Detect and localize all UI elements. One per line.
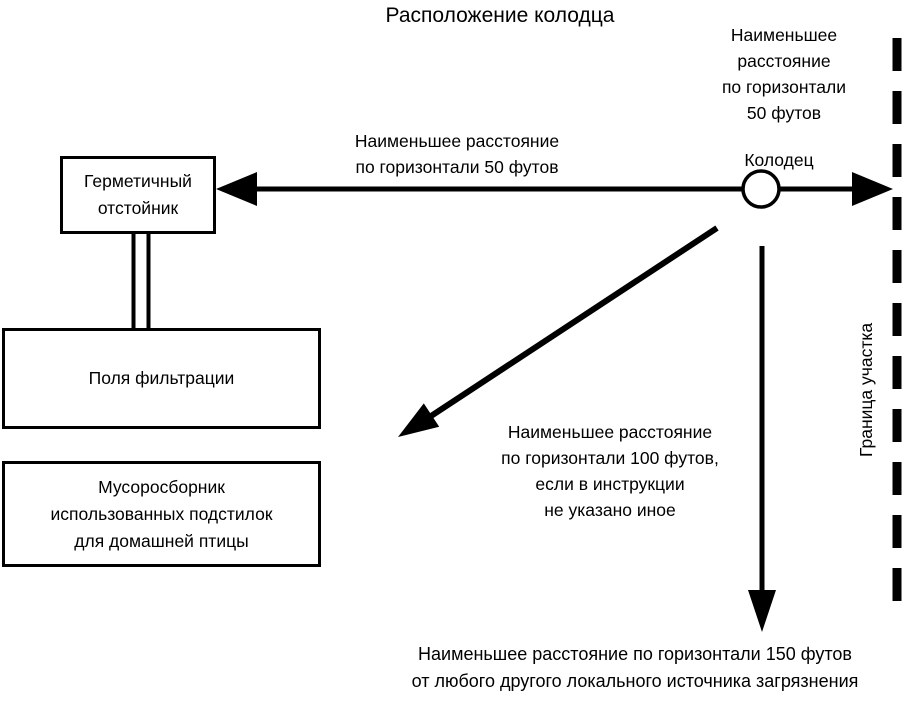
label-line: Наименьшее расстояние по горизонтали 150 футов xyxy=(418,644,852,664)
label-line: Наименьшее расстояние xyxy=(354,131,560,151)
diagonal-arrowhead-icon xyxy=(398,403,439,437)
left-arrowhead-icon xyxy=(216,172,257,206)
box-litter-collector xyxy=(2,461,321,567)
right-arrowhead-icon xyxy=(852,172,893,206)
label-well: Колодец xyxy=(744,150,814,170)
box-line: отстойник xyxy=(97,198,179,218)
label-line: по горизонтали 100 футов, xyxy=(501,448,719,468)
page-title: Расположение колодца xyxy=(385,4,615,27)
label-diagonal-100ft xyxy=(460,419,760,523)
well-circle-icon xyxy=(743,171,779,207)
label-line: не указано иное xyxy=(544,500,676,520)
box-line: Мусоросборник xyxy=(98,476,225,497)
vertical-arrowhead-icon xyxy=(748,590,776,632)
box-line: для домашней птицы xyxy=(74,530,249,551)
box-line: использованных подстилок xyxy=(50,503,273,524)
box-line: Герметичный xyxy=(84,171,192,191)
label-horizontal-50ft xyxy=(307,128,607,180)
label-topright-50ft xyxy=(692,22,876,126)
box-filtration-fields xyxy=(2,328,321,429)
label-bottom-150ft xyxy=(360,641,905,695)
label-line: Наименьшее xyxy=(730,25,838,45)
label-line: Наименьшее расстояние xyxy=(507,422,713,442)
box-septic-tank xyxy=(60,156,216,234)
label-line: 50 футов xyxy=(746,103,822,123)
label-line: по горизонтали xyxy=(721,77,847,97)
box-line: Поля фильтрации xyxy=(88,368,235,388)
label-property-boundary: Граница участка xyxy=(856,322,876,458)
label-line: если в инструкции xyxy=(535,474,685,494)
diagonal-arrow-line xyxy=(425,228,717,420)
label-line: от любого другого локального источника загрязнения xyxy=(411,671,859,691)
label-line: расстояние xyxy=(737,51,831,71)
label-line: по горизонтали 50 футов xyxy=(355,157,559,177)
